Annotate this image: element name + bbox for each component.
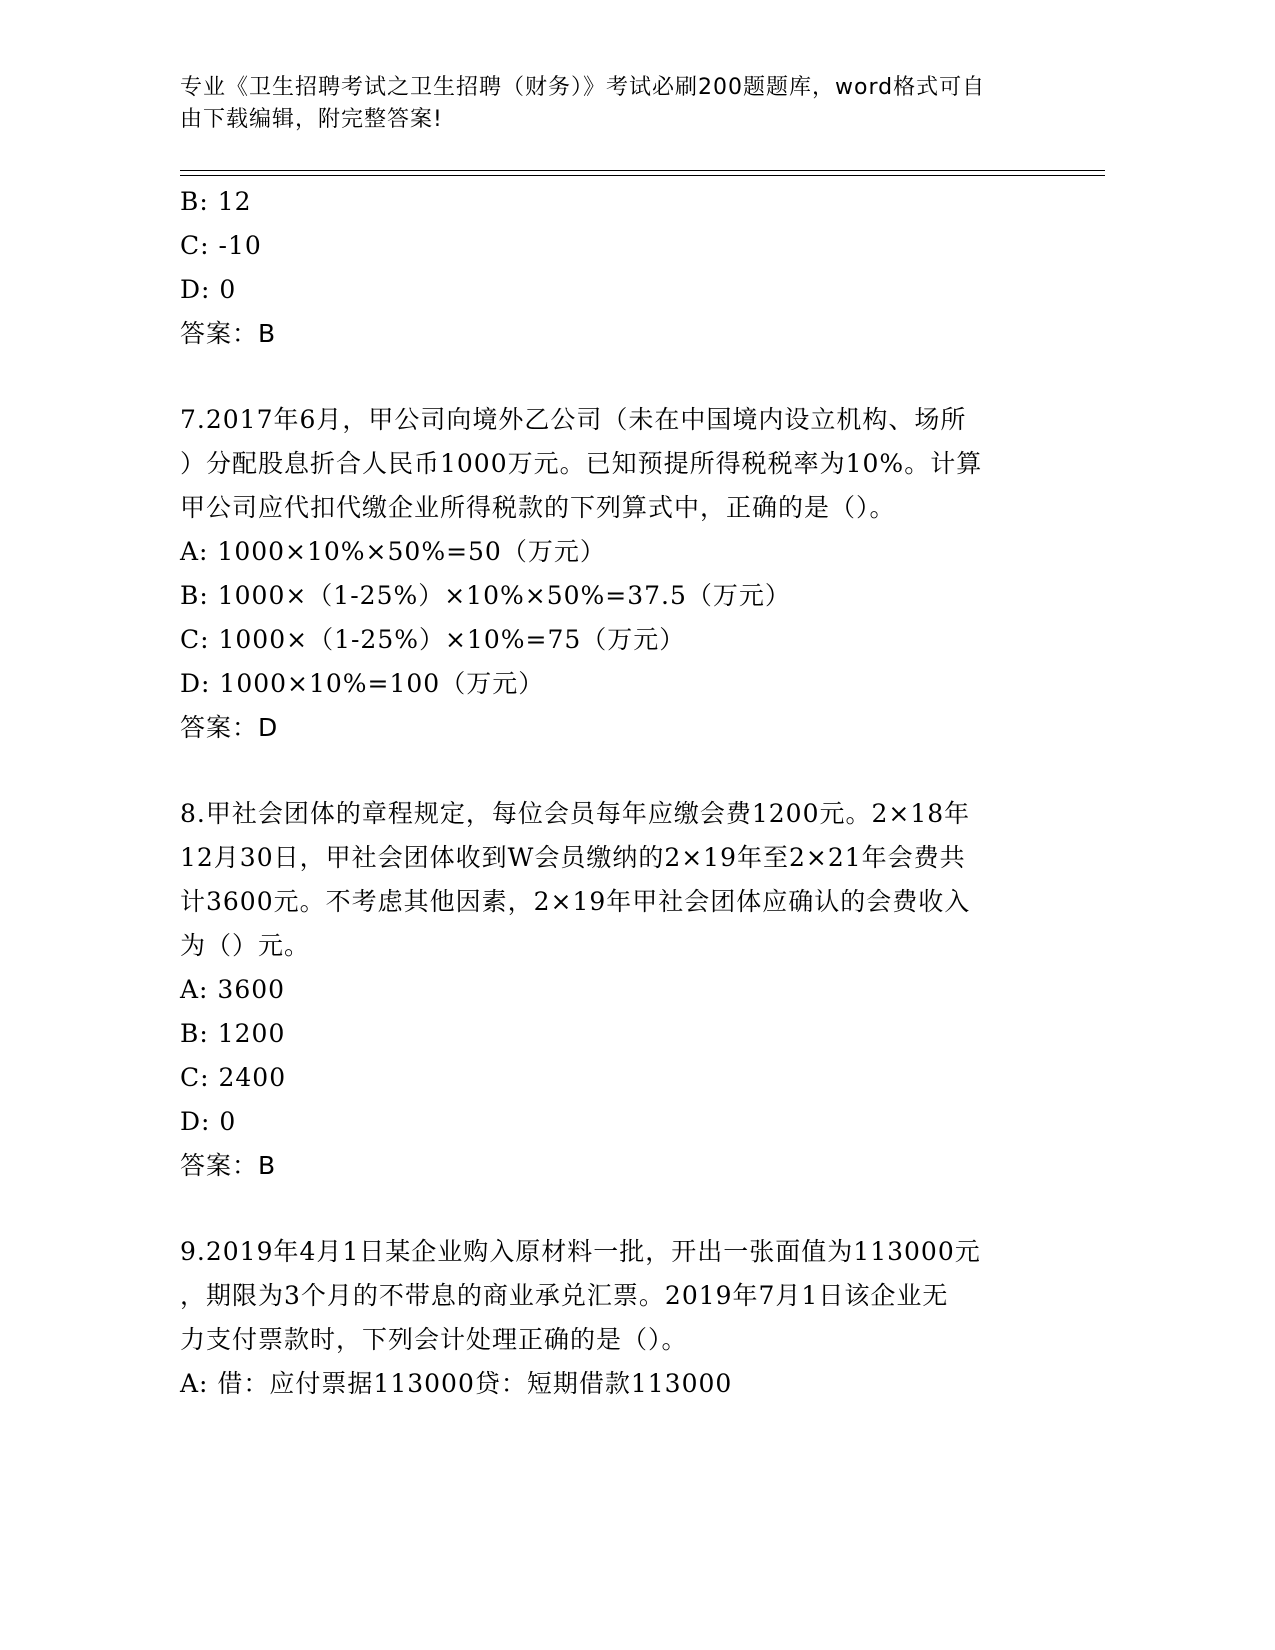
spacer bbox=[180, 356, 1040, 398]
option-d: D: 0 bbox=[180, 1107, 237, 1136]
option-d: D: 1000×10%=100（万元） bbox=[180, 669, 545, 698]
option-c: C: 1000×（1-25%）×10%=75（万元） bbox=[180, 625, 686, 654]
question-7 bbox=[180, 398, 1040, 750]
option-b: B: 1200 bbox=[180, 1019, 286, 1048]
question-9 bbox=[180, 1230, 1040, 1406]
option-a: A: 3600 bbox=[180, 975, 286, 1004]
option-a: A: 借：应付票据113000贷：短期借款113000 bbox=[180, 1369, 733, 1398]
spacer bbox=[180, 1188, 1040, 1230]
spacer bbox=[180, 750, 1040, 792]
option-c: C: 2400 bbox=[180, 1063, 287, 1092]
document-body bbox=[180, 180, 1040, 1406]
question-text-line: ，期限为3个月的不带息的商业承兑汇票。2019年7月1日该企业无 bbox=[180, 1281, 949, 1310]
question-text-line: 甲公司应代扣代缴企业所得税款的下列算式中，正确的是（）。 bbox=[180, 493, 896, 522]
question-text-line: 9.2019年4月1日某企业购入原材料一批，开出一张面值为113000元 bbox=[180, 1237, 981, 1266]
header-line-1: 专业《卫生招聘考试之卫生招聘（财务）》考试必刷200题题库，word格式可自 bbox=[180, 75, 986, 100]
question-text-line: 12月30日，甲社会团体收到W会员缴纳的2×19年至2×21年会费共 bbox=[180, 843, 966, 872]
header-rule-bottom bbox=[180, 175, 1105, 176]
option-d: D: 0 bbox=[180, 275, 237, 304]
option-b: B: 1000×（1-25%）×10%×50%=37.5（万元） bbox=[180, 581, 791, 610]
answer: 答案：B bbox=[180, 1151, 277, 1180]
question-text-line: 为（）元。 bbox=[180, 931, 311, 960]
option-a: A: 1000×10%×50%=50（万元） bbox=[180, 537, 606, 566]
answer: 答案：D bbox=[180, 713, 279, 742]
answer: 答案：B bbox=[180, 319, 277, 348]
question-text-line: 8.甲社会团体的章程规定，每位会员每年应缴会费1200元。2×18年 bbox=[180, 799, 971, 828]
question-text-line: 力支付票款时，下列会计处理正确的是（）。 bbox=[180, 1325, 688, 1354]
header-rule-top bbox=[180, 170, 1105, 171]
question-8 bbox=[180, 792, 1040, 1188]
question-text-line: 7.2017年6月，甲公司向境外乙公司（未在中国境内设立机构、场所 bbox=[180, 405, 967, 434]
question-6-remainder bbox=[180, 180, 1040, 356]
option-b: B: 12 bbox=[180, 187, 252, 216]
option-c: C: -10 bbox=[180, 231, 262, 260]
question-text-line: ）分配股息折合人民币1000万元。已知预提所得税税率为10%。计算 bbox=[180, 449, 983, 478]
document-header bbox=[180, 72, 1040, 136]
question-text-line: 计3600元。不考虑其他因素，2×19年甲社会团体应确认的会费收入 bbox=[180, 887, 971, 916]
header-line-2: 由下载编辑，附完整答案! bbox=[180, 107, 443, 132]
